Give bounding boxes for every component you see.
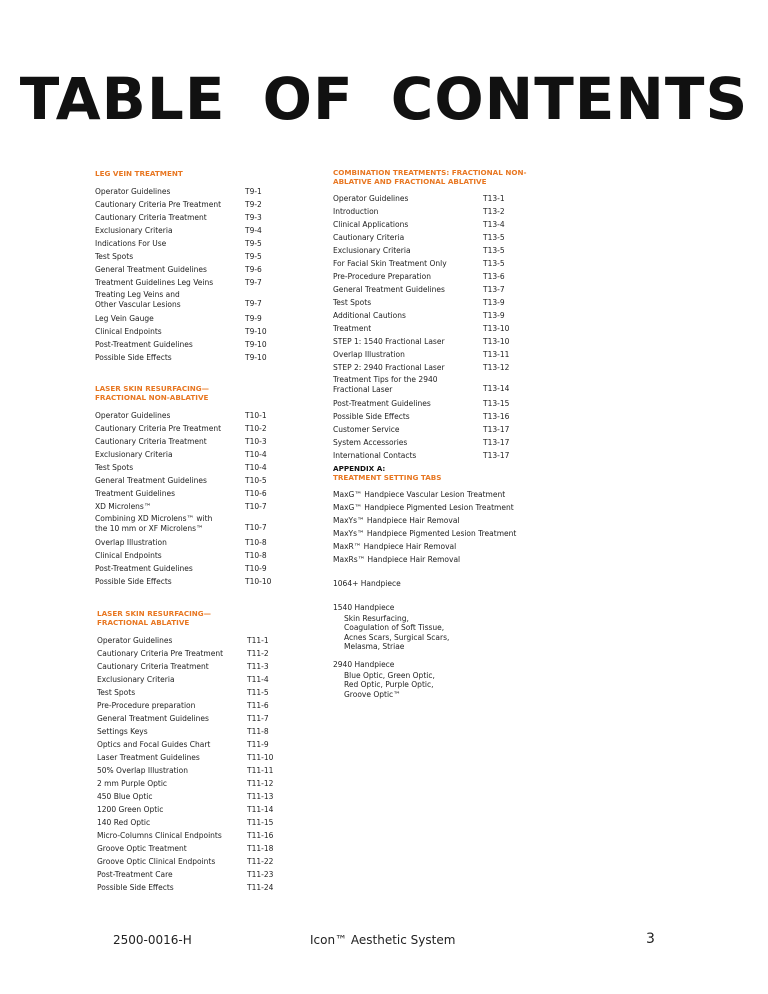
toc-entry-title: Clinical Endpoints [95, 327, 162, 336]
toc-entry-title: 50% Overlap Illustration [97, 766, 188, 775]
page-title: TABLE OF CONTENTS [19, 65, 749, 133]
toc-entry [333, 309, 563, 322]
toc-entry-page: T13-7 [483, 285, 505, 294]
toc-entry [333, 423, 563, 436]
appendix-item: MaxYs™ Handpiece Hair Removal [333, 516, 460, 525]
toc-entry [95, 250, 315, 263]
appendix-heading: TREATMENT SETTING TABS [333, 473, 442, 482]
toc-entry-page: T10-4 [245, 463, 267, 472]
toc-entry [97, 738, 317, 751]
toc-entry-title: Test Spots [95, 252, 134, 261]
toc-entry [95, 198, 315, 211]
toc-entry-page: T11-2 [247, 649, 269, 658]
footer-page-number: 3 [646, 931, 655, 947]
toc-entry-title: Clinical Endpoints [95, 551, 162, 560]
toc-entry-title: General Treatment Guidelines [333, 285, 445, 294]
toc-entry [95, 237, 315, 250]
toc-entry-page: T13-4 [483, 220, 505, 229]
toc-entry-page: T9-5 [245, 252, 262, 261]
toc-entry-title: Possible Side Effects [333, 412, 410, 421]
toc-entry [333, 192, 563, 205]
toc-entry [97, 647, 317, 660]
toc-entry-title: Operator Guidelines [333, 194, 409, 203]
toc-entry [97, 634, 317, 647]
toc-entry [333, 374, 563, 397]
section-heading: LEG VEIN TREATMENT [95, 169, 183, 178]
toc-entry [95, 500, 315, 513]
toc-entry [95, 575, 315, 588]
toc-entry [95, 422, 315, 435]
toc-entry [97, 868, 317, 881]
appendix-item: MaxYs™ Handpiece Pigmented Lesion Treatment [333, 529, 517, 538]
toc-entry-page: T10-2 [245, 424, 267, 433]
toc-entry-page: T11-7 [247, 714, 269, 723]
toc-entry-page: T13-5 [483, 259, 505, 268]
toc-entry [95, 474, 315, 487]
toc-entry-title: Indications For Use [95, 239, 167, 248]
toc-entry [333, 410, 563, 423]
toc-entry [95, 289, 315, 312]
toc-entry-title: Cautionary Criteria Pre Treatment [95, 424, 222, 433]
toc-entry [333, 257, 563, 270]
toc-entry-page: T11-4 [247, 675, 269, 684]
toc-entry-title: Post-Treatment Guidelines [333, 399, 431, 408]
toc-entry-page: T11-24 [247, 883, 274, 892]
toc-entry-title: Cautionary Criteria Pre Treatment [97, 649, 224, 658]
section-heading: COMBINATION TREATMENTS: FRACTIONAL NON- ABLATIVE AND FRACTIONAL ABLATIVE [333, 168, 527, 186]
toc-entry-title: Groove Optic Treatment [97, 844, 187, 853]
appendix-item: MaxG™ Handpiece Pigmented Lesion Treatment [333, 503, 514, 512]
toc-entry-page: T13-17 [483, 425, 510, 434]
toc-entry-page: T13-1 [483, 194, 505, 203]
toc-entry-title: Test Spots [333, 298, 372, 307]
toc-entry-title: Additional Cautions [333, 311, 406, 320]
toc-entry [333, 335, 563, 348]
toc-entry-title: Overlap Illustration [333, 350, 405, 359]
toc-entry-page: T11-1 [247, 636, 269, 645]
handpiece-2940-detail: Blue Optic, Green Optic, Red Optic, Purple Optic, Groove Optic™ [344, 671, 435, 699]
toc-entry-title: Cautionary Criteria Treatment [95, 213, 207, 222]
section-non-ablative [95, 384, 315, 588]
toc-entry-title: Operator Guidelines [95, 411, 171, 420]
toc-entry-title: Overlap Illustration [95, 538, 167, 547]
toc-entry [97, 751, 317, 764]
toc-entry-page: T9-10 [245, 340, 267, 349]
toc-entry-page: T13-14 [483, 383, 510, 393]
toc-entry-page: T10-9 [245, 564, 267, 573]
toc-entry-page: T9-10 [245, 327, 267, 336]
toc-entry-page: T13-17 [483, 451, 510, 460]
toc-entry-title: XD Microlens™ [95, 502, 152, 511]
toc-entry-title: Micro-Columns Clinical Endpoints [97, 831, 222, 840]
section-heading: LASER SKIN RESURFACING— FRACTIONAL ABLATIVE [97, 609, 211, 627]
toc-entry-page: T13-10 [483, 324, 510, 333]
toc-entry-page: T11-3 [247, 662, 269, 671]
toc-entry-page: T13-16 [483, 412, 510, 421]
toc-entry-page: T9-1 [245, 187, 262, 196]
toc-entry [97, 829, 317, 842]
toc-entry-page: T13-9 [483, 311, 505, 320]
toc-entry-title: STEP 1: 1540 Fractional Laser [333, 337, 445, 346]
toc-entry-title: 450 Blue Optic [97, 792, 153, 801]
toc-entry [333, 270, 563, 283]
toc-entry [97, 699, 317, 712]
toc-entry-page: T10-6 [245, 489, 267, 498]
toc-entry-page: T10-10 [245, 577, 272, 586]
toc-entry-title: International Contacts [333, 451, 417, 460]
toc-entry-title: Operator Guidelines [97, 636, 173, 645]
toc-entry-page: T10-4 [245, 450, 267, 459]
toc-entry [95, 338, 315, 351]
toc-entry-page: T13-10 [483, 337, 510, 346]
toc-entry-page: T9-3 [245, 213, 262, 222]
toc-entry-title: General Treatment Guidelines [95, 265, 207, 274]
toc-entry-title: Exclusionary Criteria [97, 675, 175, 684]
toc-entry-page: T13-6 [483, 272, 505, 281]
toc-entry [95, 513, 315, 536]
toc-list [95, 185, 315, 364]
appendix-item: MaxG™ Handpiece Vascular Lesion Treatment [333, 490, 506, 499]
toc-entry [97, 673, 317, 686]
appendix-item: MaxRs™ Handpiece Hair Removal [333, 555, 461, 564]
toc-entry-page: T11-6 [247, 701, 269, 710]
toc-entry [95, 461, 315, 474]
section-combination [333, 168, 563, 462]
toc-entry-title: Pre-Procedure Preparation [333, 272, 432, 281]
toc-entry-title: Treatment Guidelines [95, 489, 176, 498]
toc-entry-title: Clinical Applications [333, 220, 409, 229]
toc-entry [333, 244, 563, 257]
toc-entry-title: 1200 Green Optic [97, 805, 164, 814]
handpiece-2940: 2940 Handpiece [333, 660, 395, 670]
toc-entry [333, 231, 563, 244]
toc-entry [97, 725, 317, 738]
toc-entry-page: T11-9 [247, 740, 269, 749]
toc-entry-page: T11-23 [247, 870, 274, 879]
toc-entry-page: T11-15 [247, 818, 274, 827]
toc-entry [95, 325, 315, 338]
toc-entry-page: T13-12 [483, 363, 510, 372]
toc-entry [95, 224, 315, 237]
toc-entry [333, 436, 563, 449]
toc-entry [97, 764, 317, 777]
toc-entry [97, 842, 317, 855]
toc-entry-page: T13-2 [483, 207, 505, 216]
toc-entry-page: T10-3 [245, 437, 267, 446]
toc-entry [333, 348, 563, 361]
toc-entry-title: Post-Treatment Guidelines [95, 564, 193, 573]
toc-entry-title: Settings Keys [97, 727, 148, 736]
toc-entry [333, 397, 563, 410]
toc-entry-page: T11-18 [247, 844, 274, 853]
toc-entry-page: T9-5 [245, 239, 262, 248]
toc-entry-page: T11-5 [247, 688, 269, 697]
toc-entry-page: T10-7 [245, 522, 267, 532]
handpiece-1064: 1064+ Handpiece [333, 579, 401, 588]
toc-entry [95, 549, 315, 562]
toc-entry-title: Cautionary Criteria Treatment [97, 662, 209, 671]
toc-entry-title: 140 Red Optic [97, 818, 151, 827]
toc-entry-title: Test Spots [95, 463, 134, 472]
toc-entry-title: Laser Treatment Guidelines [97, 753, 200, 762]
toc-entry-title: Post-Treatment Guidelines [95, 340, 193, 349]
section-ablative [97, 609, 317, 894]
toc-entry [95, 487, 315, 500]
toc-entry-page: T11-16 [247, 831, 274, 840]
toc-entry-title: Optics and Focal Guides Chart [97, 740, 211, 749]
toc-entry-page: T11-12 [247, 779, 274, 788]
toc-entry [95, 276, 315, 289]
toc-entry-page: T9-2 [245, 200, 262, 209]
toc-entry-title: Possible Side Effects [95, 577, 172, 586]
toc-entry [97, 777, 317, 790]
toc-entry [333, 296, 563, 309]
footer-doc-number: 2500-0016-H [113, 933, 192, 947]
toc-entry [333, 361, 563, 374]
toc-entry [97, 881, 317, 894]
toc-entry-title: System Accessories [333, 438, 408, 447]
toc-entry [95, 312, 315, 325]
toc-entry [95, 562, 315, 575]
toc-entry [95, 211, 315, 224]
toc-entry-title: Introduction [333, 207, 379, 216]
toc-entry-title: Test Spots [97, 688, 136, 697]
toc-entry-page: T13-9 [483, 298, 505, 307]
appendix-label: APPENDIX A: [333, 464, 386, 473]
toc-entry-title: Customer Service [333, 425, 400, 434]
toc-entry-page: T13-11 [483, 350, 510, 359]
toc-entry [333, 283, 563, 296]
toc-list [95, 409, 315, 588]
toc-entry-title: Combining XD Microlens™ with the 10 mm or XF Microlens™ [95, 514, 213, 533]
toc-entry-page: T13-15 [483, 399, 510, 408]
toc-entry-title: Treatment Guidelines Leg Veins [95, 278, 214, 287]
handpiece-1540-detail: Skin Resurfacing, Coagulation of Soft Tissue, Acnes Scars, Surgical Scars, Melasma, Striae [344, 614, 450, 651]
toc-entry [97, 855, 317, 868]
toc-entry [97, 816, 317, 829]
toc-entry-title: Treating Leg Veins and Other Vascular Lesions [95, 290, 181, 309]
toc-entry-title: Cautionary Criteria Pre Treatment [95, 200, 222, 209]
toc-entry-title: Possible Side Effects [97, 883, 174, 892]
toc-entry [97, 686, 317, 699]
toc-entry-page: T9-7 [245, 298, 262, 308]
toc-entry [95, 185, 315, 198]
toc-entry-page: T13-5 [483, 246, 505, 255]
section-appendix [333, 464, 593, 699]
toc-entry-title: Cautionary Criteria [333, 233, 405, 242]
toc-entry-page: T10-8 [245, 538, 267, 547]
toc-entry-title: Groove Optic Clinical Endpoints [97, 857, 216, 866]
toc-entry-title: Operator Guidelines [95, 187, 171, 196]
toc-entry-page: T10-8 [245, 551, 267, 560]
toc-entry-title: Cautionary Criteria Treatment [95, 437, 207, 446]
toc-entry-page: T13-17 [483, 438, 510, 447]
toc-entry-page: T9-10 [245, 353, 267, 362]
toc-entry-title: Possible Side Effects [95, 353, 172, 362]
toc-entry [97, 790, 317, 803]
toc-entry [97, 803, 317, 816]
toc-entry-page: T9-4 [245, 226, 262, 235]
toc-entry-title: Leg Vein Gauge [95, 314, 154, 323]
toc-entry [97, 712, 317, 725]
toc-entry-page: T9-6 [245, 265, 262, 274]
appendix-list [333, 488, 593, 566]
handpiece-1540: 1540 Handpiece [333, 603, 395, 612]
toc-entry [95, 263, 315, 276]
section-leg-vein [95, 169, 315, 364]
toc-list [97, 634, 317, 894]
toc-entry-page: T11-8 [247, 727, 269, 736]
footer-product: Icon™ Aesthetic System [310, 933, 456, 947]
toc-entry-page: T9-7 [245, 278, 262, 287]
toc-entry [97, 660, 317, 673]
toc-entry-title: Pre-Procedure preparation [97, 701, 196, 710]
toc-entry-title: Treatment [333, 324, 372, 333]
toc-entry-page: T13-5 [483, 233, 505, 242]
toc-entry-title: 2 mm Purple Optic [97, 779, 168, 788]
toc-entry-title: Exclusionary Criteria [333, 246, 411, 255]
toc-list [333, 192, 563, 462]
toc-entry-page: T10-7 [245, 502, 267, 511]
toc-entry [333, 218, 563, 231]
toc-entry [333, 322, 563, 335]
toc-entry-title: STEP 2: 2940 Fractional Laser [333, 363, 445, 372]
toc-entry [95, 351, 315, 364]
toc-entry-page: T11-14 [247, 805, 274, 814]
toc-entry [95, 435, 315, 448]
toc-entry-title: General Treatment Guidelines [95, 476, 207, 485]
toc-entry-title: Exclusionary Criteria [95, 226, 173, 235]
toc-entry-title: Exclusionary Criteria [95, 450, 173, 459]
toc-entry-title: Post-Treatment Care [97, 870, 173, 879]
toc-entry-page: T11-11 [247, 766, 274, 775]
toc-entry-page: T9-9 [245, 314, 262, 323]
toc-entry-title: Treatment Tips for the 2940 Fractional Laser [333, 375, 438, 394]
toc-entry-page: T10-5 [245, 476, 267, 485]
toc-entry [95, 536, 315, 549]
toc-entry [333, 449, 563, 462]
toc-entry [95, 409, 315, 422]
toc-entry [333, 205, 563, 218]
toc-entry-title: For Facial Skin Treatment Only [333, 259, 447, 268]
toc-entry-page: T11-22 [247, 857, 274, 866]
appendix-item: MaxR™ Handpiece Hair Removal [333, 542, 457, 551]
toc-entry-page: T11-13 [247, 792, 274, 801]
toc-entry-page: T10-1 [245, 411, 267, 420]
toc-entry [95, 448, 315, 461]
section-heading: LASER SKIN RESURFACING— FRACTIONAL NON-ABLATIVE [95, 384, 209, 402]
toc-entry-page: T11-10 [247, 753, 274, 762]
toc-entry-title: General Treatment Guidelines [97, 714, 209, 723]
